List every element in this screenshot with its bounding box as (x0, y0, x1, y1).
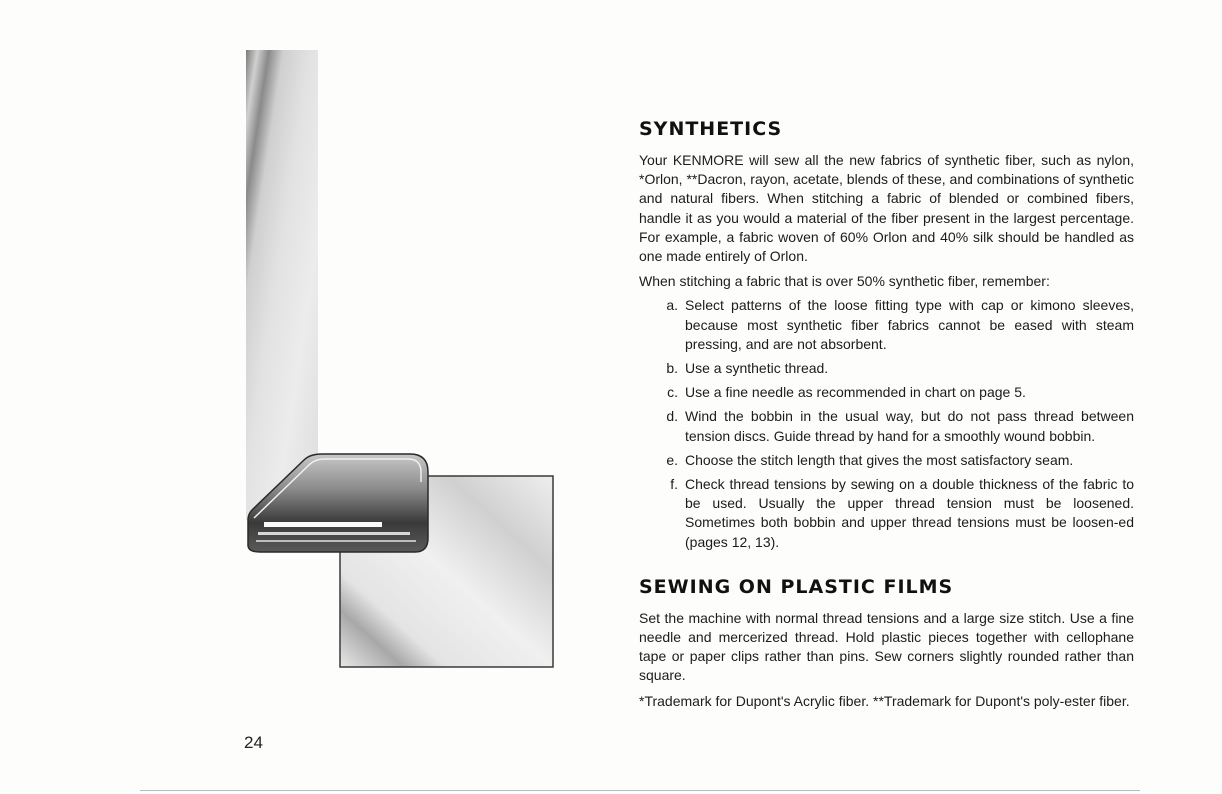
trademark-footnote: *Trademark for Dupont's Acrylic fiber. **Trademark for Dupont's poly-ester fiber. (639, 692, 1130, 709)
list-item: f. Check thread tensions by sewing on a double thickness of the fabric to be used. Usually the upper thread tension must be loosened. Sometimes both bobbin and upper thread tensions must be loosen-ed (pages 12, 13). (670, 476, 1134, 550)
list-item: e. Choose the stitch length that gives the most satisfactory seam. (666, 451, 1074, 468)
plastic-films-body: Set the machine with normal thread tensions and a large size stitch. Use a fine needle and mercerized thread. Hold plastic pieces together with cellophane tape or paper clips rather than pins. Sew corners slightly rounded rather than square. (639, 609, 1134, 684)
fabric-bolt-illustration (240, 40, 560, 680)
plastic-films-heading: SEWING ON PLASTIC FILMS (639, 575, 954, 598)
list-item: c. Use a fine needle as recommended in chart on page 5. (667, 384, 1026, 401)
page-number: 24 (244, 733, 263, 752)
list-item: b. Use a synthetic thread. (666, 360, 829, 377)
synthetics-tips-list (639, 296, 1134, 551)
list-item: d. Wind the bobbin in the usual way, but do not pass thread between tension discs. Guide thread by hand for a smoothly wound bobbin. (666, 408, 1134, 444)
synthetics-heading: SYNTHETICS (639, 118, 783, 140)
synthetics-intro: Your KENMORE will sew all the new fabrics of synthetic fiber, such as nylon, *Orlon, **Dacron, rayon, acetate, blends of these, and combinations of synthetic and natural fibers. When stitching a fabric of blended or combined fibers, handle it as you would a material of the fiber present in the largest percentage. For example, a fabric woven of 60% Orlon and 40% silk should be handled as one made entirely of Orlon. (639, 152, 1134, 265)
bottom-rule (140, 790, 1140, 791)
list-item: a. Select patterns of the loose fitting type with cap or kimono sleeves, because most synthetic fiber fabrics cannot be eased with steam pressing, and are not absorbent. (666, 297, 1134, 352)
synthetics-lead-in: When stitching a fabric that is over 50% synthetic fiber, remember: (639, 273, 1050, 290)
